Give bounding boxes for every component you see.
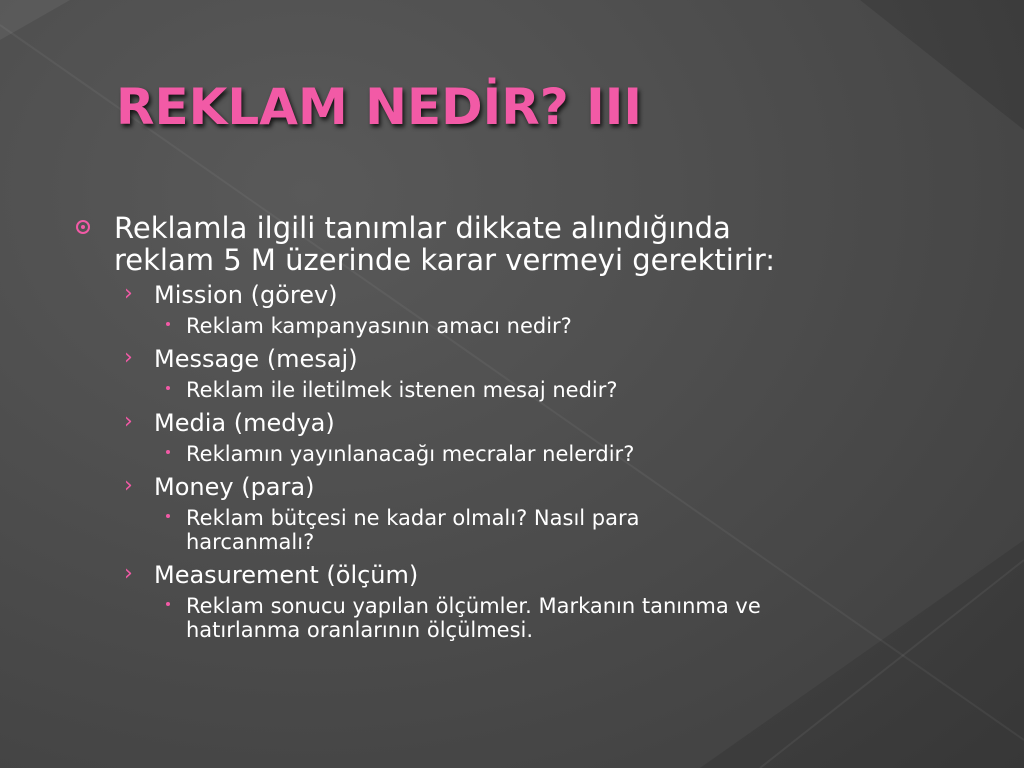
sub-item-measurement <box>186 594 866 642</box>
slide-content <box>76 212 976 648</box>
sub-item-text-line-2: hatırlanma oranlarının ölçülmesi. <box>186 618 534 642</box>
sub-item-media <box>186 442 866 466</box>
list-item-mission <box>124 280 976 310</box>
intro-line-2: reklam 5 M üzerinde karar vermeyi gerektirir: <box>114 243 775 277</box>
dot-bullet-icon <box>166 386 170 390</box>
list-item-money <box>124 472 976 502</box>
dot-bullet-icon <box>166 322 170 326</box>
sub-item-text: Reklamın yayınlanacağı mecralar nelerdir? <box>186 442 635 466</box>
dot-bullet-icon <box>166 602 170 606</box>
chevron-bullet-icon: › <box>124 561 133 586</box>
circle-bullet-icon <box>76 220 90 234</box>
chevron-bullet-icon: › <box>124 281 133 306</box>
intro-paragraph <box>76 212 976 276</box>
chevron-bullet-icon: › <box>124 473 133 498</box>
list-item-message <box>124 344 976 374</box>
list-item-label: Message (mesaj) <box>154 345 358 373</box>
sub-item-text: Reklam ile iletilmek istenen mesaj nedir? <box>186 378 618 402</box>
list-item-measurement <box>124 560 976 590</box>
sub-item-money <box>186 506 866 554</box>
sub-item-text-line-1: Reklam bütçesi ne kadar olmalı? Nasıl para <box>186 506 640 530</box>
sub-item-text: Reklam kampanyasının amacı nedir? <box>186 314 572 338</box>
chevron-bullet-icon: › <box>124 409 133 434</box>
list-item-label: Mission (görev) <box>154 281 338 309</box>
list-item-label: Measurement (ölçüm) <box>154 561 419 589</box>
intro-line-1: Reklamla ilgili tanımlar dikkate alındığında <box>114 211 731 245</box>
sub-item-text-line-2: harcanmalı? <box>186 530 315 554</box>
list-item-label: Money (para) <box>154 473 315 501</box>
dot-bullet-icon <box>166 450 170 454</box>
list-item-media <box>124 408 976 438</box>
sub-item-text-line-1: Reklam sonucu yapılan ölçümler. Markanın tanınma ve <box>186 594 761 618</box>
sub-item-message <box>186 378 866 402</box>
chevron-bullet-icon: › <box>124 345 133 370</box>
slide-title: REKLAM NEDİR? III <box>116 78 642 136</box>
list-item-label: Media (medya) <box>154 409 335 437</box>
dot-bullet-icon <box>166 514 170 518</box>
sub-item-mission <box>186 314 866 338</box>
